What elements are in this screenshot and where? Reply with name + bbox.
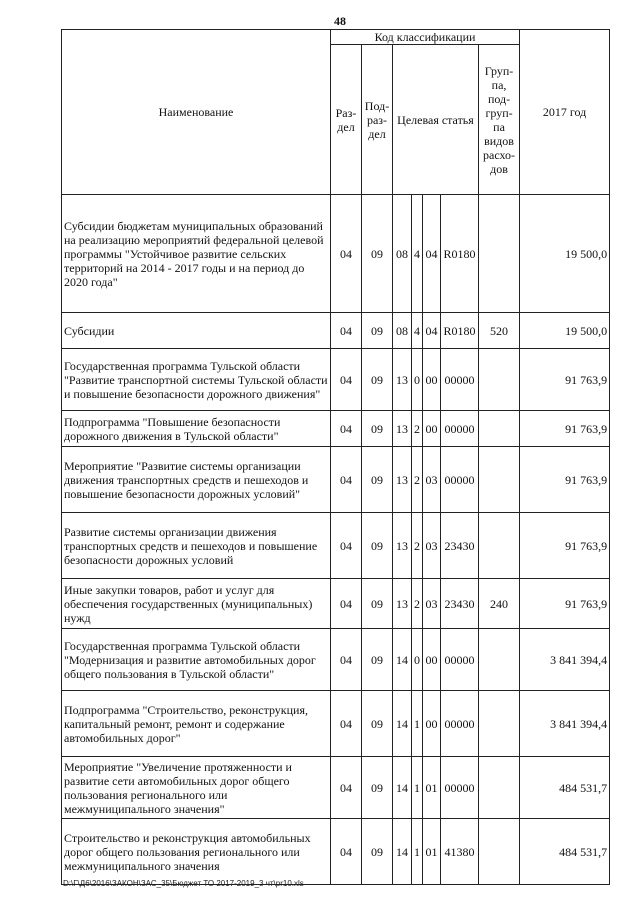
table-row bbox=[62, 513, 610, 579]
row-target-event: 03 bbox=[423, 513, 441, 579]
row-amount: 19 500,0 bbox=[520, 195, 610, 313]
row-target-direction: 00000 bbox=[441, 349, 479, 411]
row-target-direction: 00000 bbox=[441, 691, 479, 757]
row-expense-type bbox=[479, 195, 520, 313]
row-target-direction: 41380 bbox=[441, 819, 479, 885]
row-target-event: 01 bbox=[423, 819, 441, 885]
table-row bbox=[62, 447, 610, 513]
row-target-program: 14 bbox=[393, 757, 412, 819]
row-amount: 91 763,9 bbox=[520, 447, 610, 513]
row-section: 04 bbox=[331, 447, 362, 513]
row-target-program: 13 bbox=[393, 513, 412, 579]
row-name: Государственная программа Тульской области "Развитие транспортной системы Тульской области и повышение безопасности дорожного движения" bbox=[62, 349, 331, 411]
table-row bbox=[62, 691, 610, 757]
row-expense-type bbox=[479, 629, 520, 691]
row-target-direction: 23430 bbox=[441, 513, 479, 579]
row-target-event: 01 bbox=[423, 757, 441, 819]
row-name: Мероприятие "Развитие системы организации движения транспортных средств и пешеходов и повышение безопасности дорожных условий" bbox=[62, 447, 331, 513]
row-name: Подпрограмма "Строительство, реконструкция, капитальный ремонт, ремонт и содержание автомобильных дорог" bbox=[62, 691, 331, 757]
row-target-direction: R0180 bbox=[441, 195, 479, 313]
row-name: Подпрограмма "Повышение безопасности дорожного движения в Тульской области" bbox=[62, 411, 331, 447]
row-subsection: 09 bbox=[362, 447, 393, 513]
row-amount: 19 500,0 bbox=[520, 313, 610, 349]
table-row bbox=[62, 313, 610, 349]
budget-table bbox=[61, 29, 610, 885]
page-number: 48 bbox=[334, 14, 346, 28]
row-target-program: 08 bbox=[393, 195, 412, 313]
row-section: 04 bbox=[331, 691, 362, 757]
row-target-direction: 00000 bbox=[441, 629, 479, 691]
row-expense-type bbox=[479, 757, 520, 819]
row-target-event: 03 bbox=[423, 447, 441, 513]
row-target-subprogram: 0 bbox=[412, 629, 423, 691]
table-row bbox=[62, 411, 610, 447]
row-target-event: 04 bbox=[423, 195, 441, 313]
row-amount: 484 531,7 bbox=[520, 757, 610, 819]
row-amount: 91 763,9 bbox=[520, 513, 610, 579]
row-target-subprogram: 2 bbox=[412, 513, 423, 579]
row-target-event: 00 bbox=[423, 629, 441, 691]
header-section: Раз- дел bbox=[331, 45, 362, 195]
row-expense-type bbox=[479, 411, 520, 447]
row-target-subprogram: 4 bbox=[412, 313, 423, 349]
row-target-subprogram: 1 bbox=[412, 757, 423, 819]
row-subsection: 09 bbox=[362, 579, 393, 629]
row-target-subprogram: 2 bbox=[412, 447, 423, 513]
row-subsection: 09 bbox=[362, 513, 393, 579]
header-subsection: Под- раз- дел bbox=[362, 45, 393, 195]
row-subsection: 09 bbox=[362, 819, 393, 885]
row-target-event: 00 bbox=[423, 349, 441, 411]
row-target-event: 00 bbox=[423, 411, 441, 447]
row-section: 04 bbox=[331, 757, 362, 819]
table-row bbox=[62, 195, 610, 313]
row-target-program: 14 bbox=[393, 819, 412, 885]
header-name: Наименование bbox=[62, 30, 331, 195]
row-name: Мероприятие "Увеличение протяженности и развитие сети автомобильных дорог общего пользования регионального или межмуниципального значения" bbox=[62, 757, 331, 819]
row-target-subprogram: 1 bbox=[412, 691, 423, 757]
row-name: Государственная программа Тульской области "Модернизация и развитие автомобильных дорог общего пользования в Тульской области" bbox=[62, 629, 331, 691]
row-target-subprogram: 1 bbox=[412, 819, 423, 885]
row-name: Строительство и реконструкция автомобильных дорог общего пользования регионального или межмуниципального значения bbox=[62, 819, 331, 885]
row-target-event: 04 bbox=[423, 313, 441, 349]
row-target-event: 03 bbox=[423, 579, 441, 629]
row-target-direction: R0180 bbox=[441, 313, 479, 349]
row-subsection: 09 bbox=[362, 195, 393, 313]
row-name: Развитие системы организации движения транспортных средств и пешеходов и повышение безопасности дорожных условий bbox=[62, 513, 331, 579]
row-subsection: 09 bbox=[362, 757, 393, 819]
row-amount: 484 531,7 bbox=[520, 819, 610, 885]
row-target-direction: 23430 bbox=[441, 579, 479, 629]
row-target-subprogram: 4 bbox=[412, 195, 423, 313]
row-target-program: 13 bbox=[393, 447, 412, 513]
row-expense-type bbox=[479, 513, 520, 579]
header-target-article: Целевая статья bbox=[393, 45, 479, 195]
row-amount: 3 841 394,4 bbox=[520, 691, 610, 757]
header-code-group: Код классификации bbox=[331, 30, 520, 45]
header-row-top bbox=[62, 30, 610, 45]
row-expense-type bbox=[479, 447, 520, 513]
row-target-direction: 00000 bbox=[441, 411, 479, 447]
row-target-event: 00 bbox=[423, 691, 441, 757]
row-amount: 91 763,9 bbox=[520, 579, 610, 629]
row-expense-type bbox=[479, 819, 520, 885]
row-target-direction: 00000 bbox=[441, 757, 479, 819]
table-row bbox=[62, 819, 610, 885]
row-section: 04 bbox=[331, 195, 362, 313]
table-row bbox=[62, 349, 610, 411]
row-section: 04 bbox=[331, 313, 362, 349]
row-target-subprogram: 2 bbox=[412, 579, 423, 629]
row-expense-type bbox=[479, 349, 520, 411]
row-subsection: 09 bbox=[362, 313, 393, 349]
row-amount: 91 763,9 bbox=[520, 349, 610, 411]
table-row bbox=[62, 579, 610, 629]
header-expense-group: Груп- па, под- груп- па видов расхо- дов bbox=[479, 45, 520, 195]
footer-file-path: D:\Г\Д6\2016\ЗАКОН\ЗАС_35\Бюджет ТО 2017-2019_3 чт\pr10.xls bbox=[63, 879, 304, 888]
row-target-program: 13 bbox=[393, 579, 412, 629]
row-target-program: 14 bbox=[393, 629, 412, 691]
row-subsection: 09 bbox=[362, 691, 393, 757]
row-expense-type: 520 bbox=[479, 313, 520, 349]
row-section: 04 bbox=[331, 411, 362, 447]
header-year: 2017 год bbox=[520, 30, 610, 195]
row-section: 04 bbox=[331, 579, 362, 629]
row-expense-type: 240 bbox=[479, 579, 520, 629]
row-target-program: 08 bbox=[393, 313, 412, 349]
row-target-subprogram: 0 bbox=[412, 349, 423, 411]
row-target-subprogram: 2 bbox=[412, 411, 423, 447]
row-name: Субсидии bbox=[62, 313, 331, 349]
table-row bbox=[62, 629, 610, 691]
row-section: 04 bbox=[331, 349, 362, 411]
row-target-program: 14 bbox=[393, 691, 412, 757]
row-amount: 91 763,9 bbox=[520, 411, 610, 447]
table-row bbox=[62, 757, 610, 819]
row-amount: 3 841 394,4 bbox=[520, 629, 610, 691]
row-target-program: 13 bbox=[393, 411, 412, 447]
row-subsection: 09 bbox=[362, 411, 393, 447]
row-target-direction: 00000 bbox=[441, 447, 479, 513]
row-name: Субсидии бюджетам муниципальных образований на реализацию мероприятий федеральной целевой программы "Устойчивое развитие сельских территорий на 2014 - 2017 годы и на период до 2020 года" bbox=[62, 195, 331, 313]
row-section: 04 bbox=[331, 629, 362, 691]
row-target-program: 13 bbox=[393, 349, 412, 411]
row-section: 04 bbox=[331, 819, 362, 885]
row-subsection: 09 bbox=[362, 629, 393, 691]
table-body bbox=[62, 195, 610, 885]
row-subsection: 09 bbox=[362, 349, 393, 411]
row-name: Иные закупки товаров, работ и услуг для обеспечения государственных (муниципальных) нужд bbox=[62, 579, 331, 629]
row-section: 04 bbox=[331, 513, 362, 579]
row-expense-type bbox=[479, 691, 520, 757]
